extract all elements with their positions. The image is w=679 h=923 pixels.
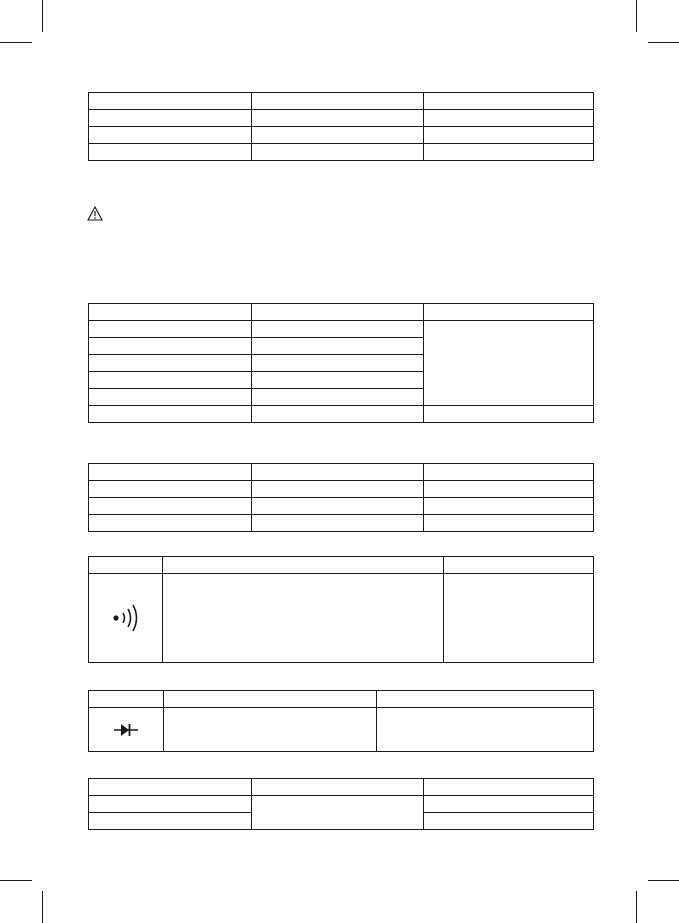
crop-mark-bl-h bbox=[0, 880, 32, 881]
crop-mark-br-v bbox=[636, 891, 637, 923]
crop-mark-tl-h bbox=[0, 42, 32, 43]
table-row bbox=[89, 691, 594, 708]
spec-table-2 bbox=[88, 303, 594, 423]
crop-mark-tl-v bbox=[42, 0, 43, 32]
continuity-table bbox=[88, 556, 594, 663]
table-row bbox=[89, 557, 594, 574]
continuity-sound-icon bbox=[110, 603, 142, 633]
table-row bbox=[89, 304, 594, 321]
merged-cell bbox=[424, 321, 594, 406]
table-row bbox=[89, 574, 594, 663]
crop-mark-br-h bbox=[648, 880, 679, 881]
table-row bbox=[89, 406, 594, 423]
table-row bbox=[89, 796, 594, 813]
table-row bbox=[89, 321, 594, 338]
merged-cell bbox=[252, 796, 424, 830]
crop-mark-tr-h bbox=[648, 42, 679, 43]
table-row bbox=[89, 127, 594, 144]
table-row bbox=[89, 144, 594, 161]
spec-table-1 bbox=[88, 92, 594, 161]
crop-mark-tr-v bbox=[636, 0, 637, 32]
table-row bbox=[89, 481, 594, 498]
table-row bbox=[89, 110, 594, 127]
spec-table-3 bbox=[88, 463, 594, 532]
table-row bbox=[89, 464, 594, 481]
diode-icon bbox=[113, 722, 139, 738]
crop-mark-bl-v bbox=[42, 891, 43, 923]
diode-table bbox=[88, 690, 594, 752]
table-row bbox=[89, 708, 594, 752]
table-row bbox=[89, 93, 594, 110]
table-row bbox=[89, 779, 594, 796]
spec-table-6 bbox=[88, 778, 594, 830]
table-row bbox=[89, 515, 594, 532]
table-row bbox=[89, 498, 594, 515]
warning-triangle-icon bbox=[87, 206, 103, 221]
